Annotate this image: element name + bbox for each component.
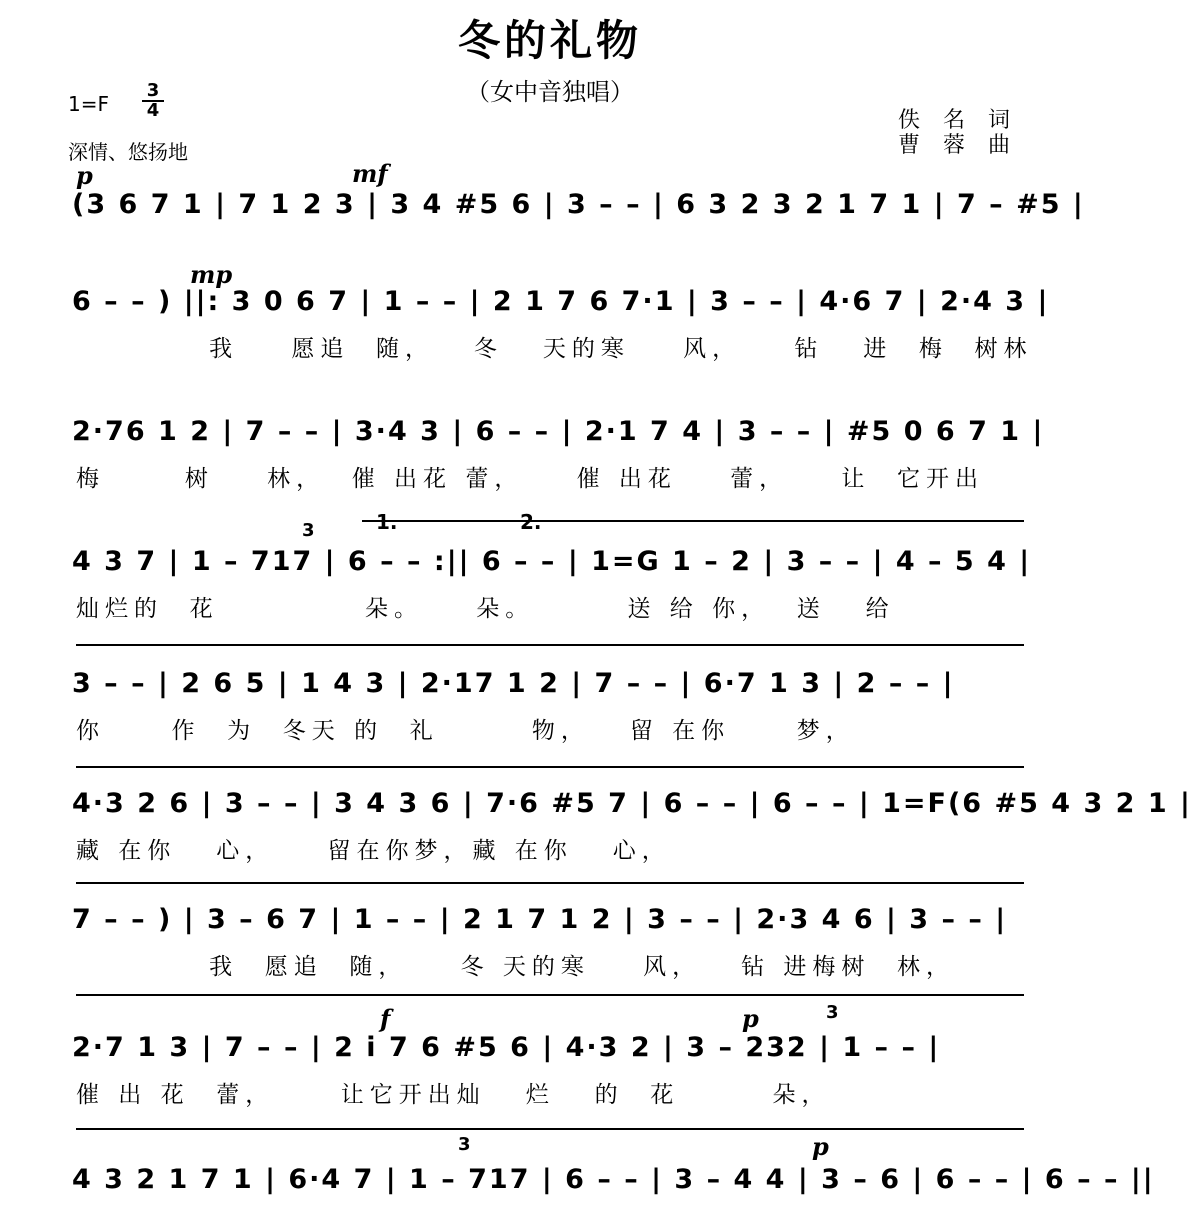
triplet-mark: 3: [458, 1134, 471, 1155]
lyrics-line: 我 愿追 随， 冬 天的寒 风， 钻 进梅树 林，: [76, 954, 956, 980]
system-divider: [76, 1128, 1024, 1130]
lyrics-line: 梅 树 林， 催 出花 蕾， 催 出花 蕾， 让 它开出: [76, 466, 985, 492]
system-divider: [76, 644, 1024, 646]
song-subtitle: （女中音独唱）: [466, 78, 634, 106]
dynamic-mark: mf: [352, 159, 388, 188]
triplet-mark: 3: [302, 520, 315, 541]
notation-line: 4 3 7 | 1 – 717 | 6 – – :|| 6 – – | 1=G 1 – 2 | 3 – – | 4 – 5 4 |: [72, 546, 1032, 577]
dynamic-mark: mp: [190, 260, 233, 289]
notation-line: (3 6 7 1 | 7 1 2 3 | 3 4 #5 6 | 3 – – | 6 3 2 3 2 1 7 1 | 7 – #5 |: [72, 189, 1085, 220]
tempo-marking: 深情、悠扬地: [68, 140, 188, 164]
composer: 曹 蓉 曲: [898, 133, 1018, 158]
time-signature-denominator: 4: [146, 100, 160, 121]
system-divider: [76, 882, 1024, 884]
notation-line: 2·76 1 2 | 7 – – | 3·4 3 | 6 – – | 2·1 7 4 | 3 – – | #5 0 6 7 1 |: [72, 416, 1045, 447]
notation-line: 4·3 2 6 | 3 – – | 3 4 3 6 | 7·6 #5 7 | 6 – – | 6 – – | 1=F(6 #5 4 3 2 1 |: [72, 788, 1192, 819]
time-signature: [142, 82, 164, 120]
system-divider: [76, 994, 1024, 996]
key-signature: 1=F: [68, 92, 109, 116]
lyricist: 佚 名 词: [898, 108, 1018, 133]
notation-line: 2·7 1 3 | 7 – – | 2 i 7 6 #5 6 | 4·3 2 | 3 – 232 | 1 – – |: [72, 1032, 941, 1063]
lyrics-line: 你 作 为 冬天 的 礼 物， 留 在你 梦，: [76, 718, 855, 744]
dynamic-mark: f: [380, 1004, 391, 1033]
dynamic-mark: p: [76, 161, 93, 190]
lyrics-line: 催 出 花 蕾， 让它开出灿 烂 的 花 朵，: [76, 1082, 831, 1108]
song-title: 冬的礼物: [457, 16, 642, 65]
credits: [898, 108, 1018, 158]
system-divider: [76, 766, 1024, 768]
volta-bracket-line: [362, 520, 1024, 522]
dynamic-mark: p: [742, 1004, 759, 1033]
notation-line: 4 3 2 1 7 1 | 6·4 7 | 1 – 717 | 6 – – | 3 – 4 4 | 3 – 6 | 6 – – | 6 – – ||: [72, 1164, 1155, 1195]
volta-1: 1.: [376, 510, 398, 534]
notation-line: 6 – – ) ||: 3 0 6 7 | 1 – – | 2 1 7 6 7·1 | 3 – – | 4·6 7 | 2·4 3 |: [72, 286, 1050, 317]
dynamic-mark: p: [812, 1132, 829, 1161]
notation-line: 7 – – ) | 3 – 6 7 | 1 – – | 2 1 7 1 2 | 3 – – | 2·3 4 6 | 3 – – |: [72, 904, 1008, 935]
lyrics-line: 灿烂的 花 朵。 朵。 送 给 你， 送 给: [76, 596, 895, 622]
notation-line: 3 – – | 2 6 5 | 1 4 3 | 2·17 1 2 | 7 – – | 6·7 1 3 | 2 – – |: [72, 668, 955, 699]
triplet-mark: 3: [826, 1002, 839, 1023]
time-signature-numerator: 3: [142, 82, 164, 102]
volta-2: 2.: [520, 510, 542, 534]
lyrics-line: 藏 在你 心， 留在你梦，藏 在你 心，: [76, 838, 671, 864]
lyrics-line: 我 愿追 随， 冬 天的寒 风， 钻 进 梅 树林: [76, 336, 1033, 362]
